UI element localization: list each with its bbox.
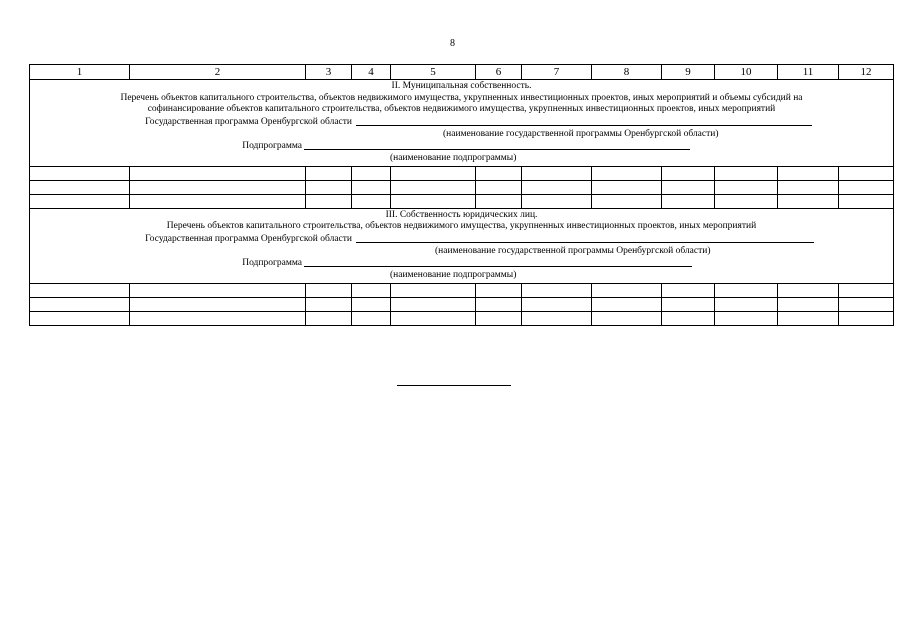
subprogram-label: Подпрограмма — [242, 140, 302, 151]
program-blank-line — [356, 116, 812, 126]
program-hint-row — [30, 128, 893, 140]
program-label: Государственная программа Оренбургской области — [145, 116, 352, 127]
program-hint: (наименование государственной программы Оренбургской области) — [443, 128, 719, 139]
column-header: 2 — [130, 65, 306, 80]
column-number-row — [30, 65, 894, 80]
subprogram-hint: (наименование подпрограммы) — [390, 269, 517, 280]
table-row — [30, 180, 894, 194]
subprogram-label: Подпрограмма — [242, 257, 302, 268]
column-header: 4 — [352, 65, 391, 80]
column-header: 5 — [391, 65, 476, 80]
subprogram-hint: (наименование подпрограммы) — [390, 152, 517, 163]
table-row — [30, 166, 894, 180]
section-description: софинансирование объектов капитального строительства, объектов недвижимого имущества, укрупненных инвестиционных проектов, иных мероприятий — [147, 104, 776, 114]
subprogram-field — [30, 140, 893, 152]
column-header: 12 — [839, 65, 894, 80]
section-description: Перечень объектов капитального строительства, объектов недвижимого имущества, укрупненных инвестиционных проектов, иных мероприятий и объемы субсидий на — [120, 92, 803, 103]
objects-table — [29, 64, 894, 326]
program-hint-row — [30, 245, 893, 257]
program-field — [30, 233, 893, 245]
section-heading: II. Муниципальная собственность. — [391, 81, 532, 91]
subprogram-blank-line — [304, 140, 690, 150]
end-of-document-rule — [397, 385, 511, 386]
column-header: 6 — [476, 65, 522, 80]
subprogram-field — [30, 257, 893, 269]
section-municipal-header — [30, 80, 894, 167]
column-header: 8 — [592, 65, 662, 80]
program-label: Государственная программа Оренбургской области — [145, 233, 352, 244]
program-blank-line — [356, 233, 814, 243]
subprogram-blank-line — [304, 257, 692, 267]
table-row — [30, 194, 894, 208]
program-field — [30, 116, 893, 128]
column-header: 7 — [522, 65, 592, 80]
column-header: 11 — [778, 65, 839, 80]
column-header: 1 — [30, 65, 130, 80]
column-header: 10 — [715, 65, 778, 80]
section-legal-entities-header — [30, 208, 894, 283]
table-row — [30, 283, 894, 297]
column-header: 3 — [306, 65, 352, 80]
program-hint: (наименование государственной программы Оренбургской области) — [435, 245, 711, 256]
page-number: 8 — [450, 38, 455, 49]
table-row — [30, 297, 894, 311]
section-description: Перечень объектов капитального строительства, объектов недвижимого имущества, укрупненных инвестиционных проектов, иных мероприятий — [166, 221, 757, 231]
table-row — [30, 311, 894, 325]
section-heading: III. Собственность юридических лиц. — [385, 209, 538, 220]
column-header: 9 — [662, 65, 715, 80]
subprogram-hint-row — [30, 152, 893, 164]
subprogram-hint-row — [30, 269, 893, 281]
